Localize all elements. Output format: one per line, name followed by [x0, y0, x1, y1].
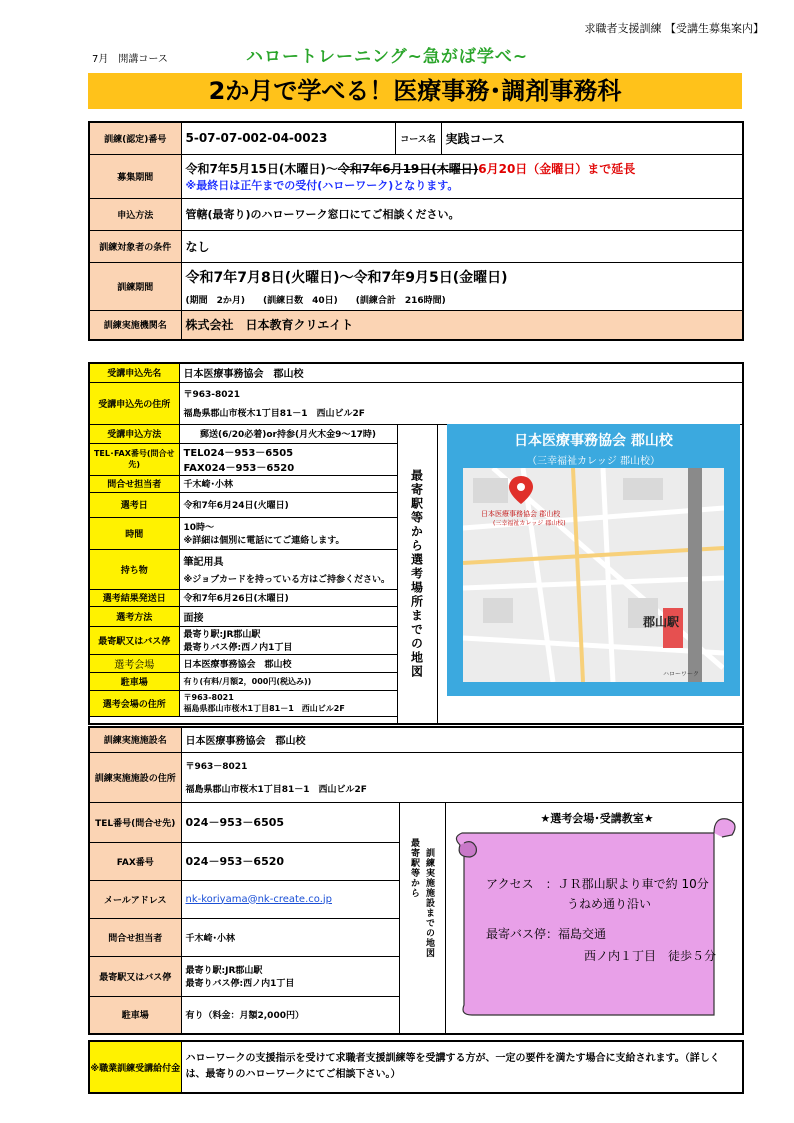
tel-cell — [179, 443, 397, 475]
benefit-label: ※職業訓練受講給付金 — [89, 1041, 181, 1093]
course-info-table — [88, 121, 744, 341]
tel-value: TEL024－953－6505 — [183, 448, 294, 459]
method-label: 受講申込方法 — [89, 424, 179, 443]
facility-addr-value: 福島県郡山市桜木1丁目81－1 西山ビル2F — [185, 785, 367, 795]
org-label: 訓練実施機関名 — [89, 310, 181, 340]
map-panel — [447, 424, 740, 696]
addr-value: 福島県郡山市桜木1丁目81－1 西山ビル2F — [183, 409, 365, 419]
page-title: 2か月で学べる！医療事務･調剤事務科 — [88, 73, 742, 109]
facility-parking-value: 有り（料金：月額2,000円） — [181, 996, 399, 1034]
exam-method-label: 選考方法 — [89, 606, 179, 626]
time-note: ※詳細は個別に電話にてご連絡します。 — [183, 536, 345, 546]
notice-title: ★選考会場･受講教室★ — [540, 812, 654, 825]
facility-station-cell — [181, 956, 399, 996]
course-name-label: コース名 — [395, 122, 441, 154]
apply-value: 管轄(最寄り)のハローワーク窓口にてご相談ください。 — [181, 198, 743, 230]
dest-value: 日本医療事務協会 郡山校 — [179, 363, 743, 382]
time-value: 10時～ — [183, 523, 215, 533]
map-marker-sub: (三幸福祉カレッジ 郡山校) — [493, 520, 566, 527]
bus-value: 最寄りバス停:西ノ内1丁目 — [183, 643, 293, 653]
facility-tel-value: 024－953－6505 — [181, 802, 399, 842]
recruit-old-end: 令和7年6月19日(木曜日) — [337, 161, 479, 176]
venue-zip: 〒963-8021 — [183, 693, 234, 702]
course-name-value: 実践コース — [441, 122, 743, 154]
facility-side-label-cell — [399, 802, 445, 1034]
facility-bus-value: 最寄りバス停:西ノ内1丁目 — [185, 979, 295, 989]
addr-label: 受講申込先の住所 — [89, 382, 179, 424]
course-id-label: 訓練(認定)番号 — [89, 122, 181, 154]
exam-method-value: 面接 — [179, 606, 397, 626]
month-label: 7月 開講コース — [92, 54, 168, 65]
tel-label: TEL･FAX番号(問合せ先) — [89, 443, 179, 475]
condition-value: なし — [181, 230, 743, 262]
facility-side-label-1: 訓練実施施設までの地図 — [424, 847, 434, 958]
time-cell — [179, 517, 397, 549]
venue-value: 日本医療事務協会 郡山校 — [179, 654, 397, 672]
recruit-period — [181, 154, 743, 198]
notice-bus2: 西ノ内１丁目 徒歩５分 — [584, 949, 717, 963]
benefit-table — [88, 1040, 744, 1094]
items-cell — [179, 549, 397, 589]
exam-day-label: 選考日 — [89, 492, 179, 517]
facility-addr-cell — [181, 752, 743, 802]
notice-access: アクセス ：ＪＲ郡山駅より車で約 10分 — [486, 877, 709, 891]
map-station-label: 郡山駅 — [643, 615, 680, 629]
map-subtitle: （三幸福祉カレッジ 郡山校） — [526, 456, 661, 467]
facility-contact-label: 問合せ担当者 — [89, 918, 181, 956]
contact-value: 千木崎･小林 — [179, 475, 397, 492]
org-value: 株式会社 日本教育クリエイト — [181, 310, 743, 340]
map-marker-label: 日本医療事務協会 郡山校 — [481, 510, 561, 518]
facility-name-value: 日本医療事務協会 郡山校 — [181, 727, 743, 752]
period-cell — [181, 262, 743, 310]
map-side-label-cell — [397, 424, 437, 724]
facility-name-label: 訓練実施施設名 — [89, 727, 181, 752]
apply-label: 申込方法 — [89, 198, 181, 230]
facility-mail-cell — [181, 880, 399, 918]
map-title: 日本医療事務協会 郡山校 — [514, 433, 673, 449]
recruit-label: 募集期間 — [89, 154, 181, 198]
items-note: ※ジョブカードを持っている方はご持参ください。 — [183, 575, 390, 585]
facility-station-label: 最寄駅又はバス停 — [89, 956, 181, 996]
condition-label: 訓練対象者の条件 — [89, 230, 181, 262]
course-id-value: 5-07-07-002-04-0023 — [181, 122, 395, 154]
facility-addr-zip: 〒963－8021 — [185, 762, 248, 772]
facility-mail-label: メールアドレス — [89, 880, 181, 918]
facility-station-value: 最寄り駅:JR郡山駅 — [185, 966, 263, 976]
facility-tel-label: TEL番号(問合せ先) — [89, 802, 181, 842]
map-hellowork-label: ハローワーク — [663, 671, 700, 678]
contact-label: 問合せ担当者 — [89, 475, 179, 492]
recruit-note: ※最終日は正午までの受付(ハローワーク)となります。 — [185, 178, 459, 192]
facility-contact-value: 千木崎･小林 — [181, 918, 399, 956]
method-value: 郵送(6/20必着)or持参(月火木金9～17時) — [179, 424, 397, 443]
addr-cell — [179, 382, 743, 424]
facility-fax-value: 024－953－6520 — [181, 842, 399, 880]
facility-parking-label: 駐車場 — [89, 996, 181, 1034]
exam-day-value: 令和7年6月24日(火曜日) — [179, 492, 397, 517]
station-label: 最寄駅又はバス停 — [89, 626, 179, 654]
recruit-start: 令和7年5月15日(木曜日)～ — [185, 161, 338, 176]
period-value: 令和7年7月8日(火曜日)～令和7年9月5日(金曜日) — [185, 269, 508, 286]
venue-addr: 福島県郡山市桜木1丁目81－1 西山ビル2F — [183, 704, 345, 713]
items-label: 持ち物 — [89, 549, 179, 589]
time-label: 時間 — [89, 517, 179, 549]
subtitle: ハロートレーニング~急がば学べ~ — [246, 47, 529, 67]
venue-label: 選考会場 — [89, 654, 179, 672]
recruit-new-end: 6月20日（金曜日）まで延長 — [478, 161, 636, 176]
period-detail: (期間 2か月) (訓練日数 40日) (訓練合計 216時間) — [185, 295, 446, 306]
venue-addr-label: 選考会場の住所 — [89, 690, 179, 716]
notice-scroll — [452, 815, 742, 1023]
facility-addr-label: 訓練実施施設の住所 — [89, 752, 181, 802]
result-value: 令和7年6月26日(木曜日) — [179, 589, 397, 606]
items-value: 筆記用具 — [183, 557, 224, 568]
map-image — [463, 468, 724, 682]
notice-bus: 最寄バス停：福島交通 — [486, 927, 607, 941]
dest-label: 受講申込先名 — [89, 363, 179, 382]
facility-fax-label: FAX番号 — [89, 842, 181, 880]
parking-value: 有り(有料/月額2，000円(税込み)) — [179, 672, 397, 690]
map-svg — [463, 468, 724, 682]
result-label: 選考結果発送日 — [89, 589, 179, 606]
benefit-text: ハローワークの支援指示を受けて求職者支援訓練等を受講する方が、一定の要件を満たす場合に支給されます。（詳しくは、最寄りのハローワークにてご相談下さい。） — [181, 1041, 743, 1093]
parking-label: 駐車場 — [89, 672, 179, 690]
period-label: 訓練期間 — [89, 262, 181, 310]
venue-addr-cell — [179, 690, 397, 716]
facility-side-label-2: 最寄駅等から — [409, 837, 419, 898]
facility-mail-link[interactable]: nk-koriyama@nk-create.co.jp — [185, 893, 332, 905]
fax-value: FAX024－953－6520 — [183, 463, 295, 474]
station-value: 最寄り駅:JR郡山駅 — [183, 630, 261, 640]
station-cell — [179, 626, 397, 654]
notice-access2: うねめ通り沿い — [567, 897, 652, 911]
header-top-right: 求職者支援訓練 【受講生募集案内】 — [584, 22, 764, 35]
addr-zip: 〒963-8021 — [183, 390, 241, 400]
map-side-label: 最寄駅等から選考場所までの地図 — [409, 468, 424, 679]
